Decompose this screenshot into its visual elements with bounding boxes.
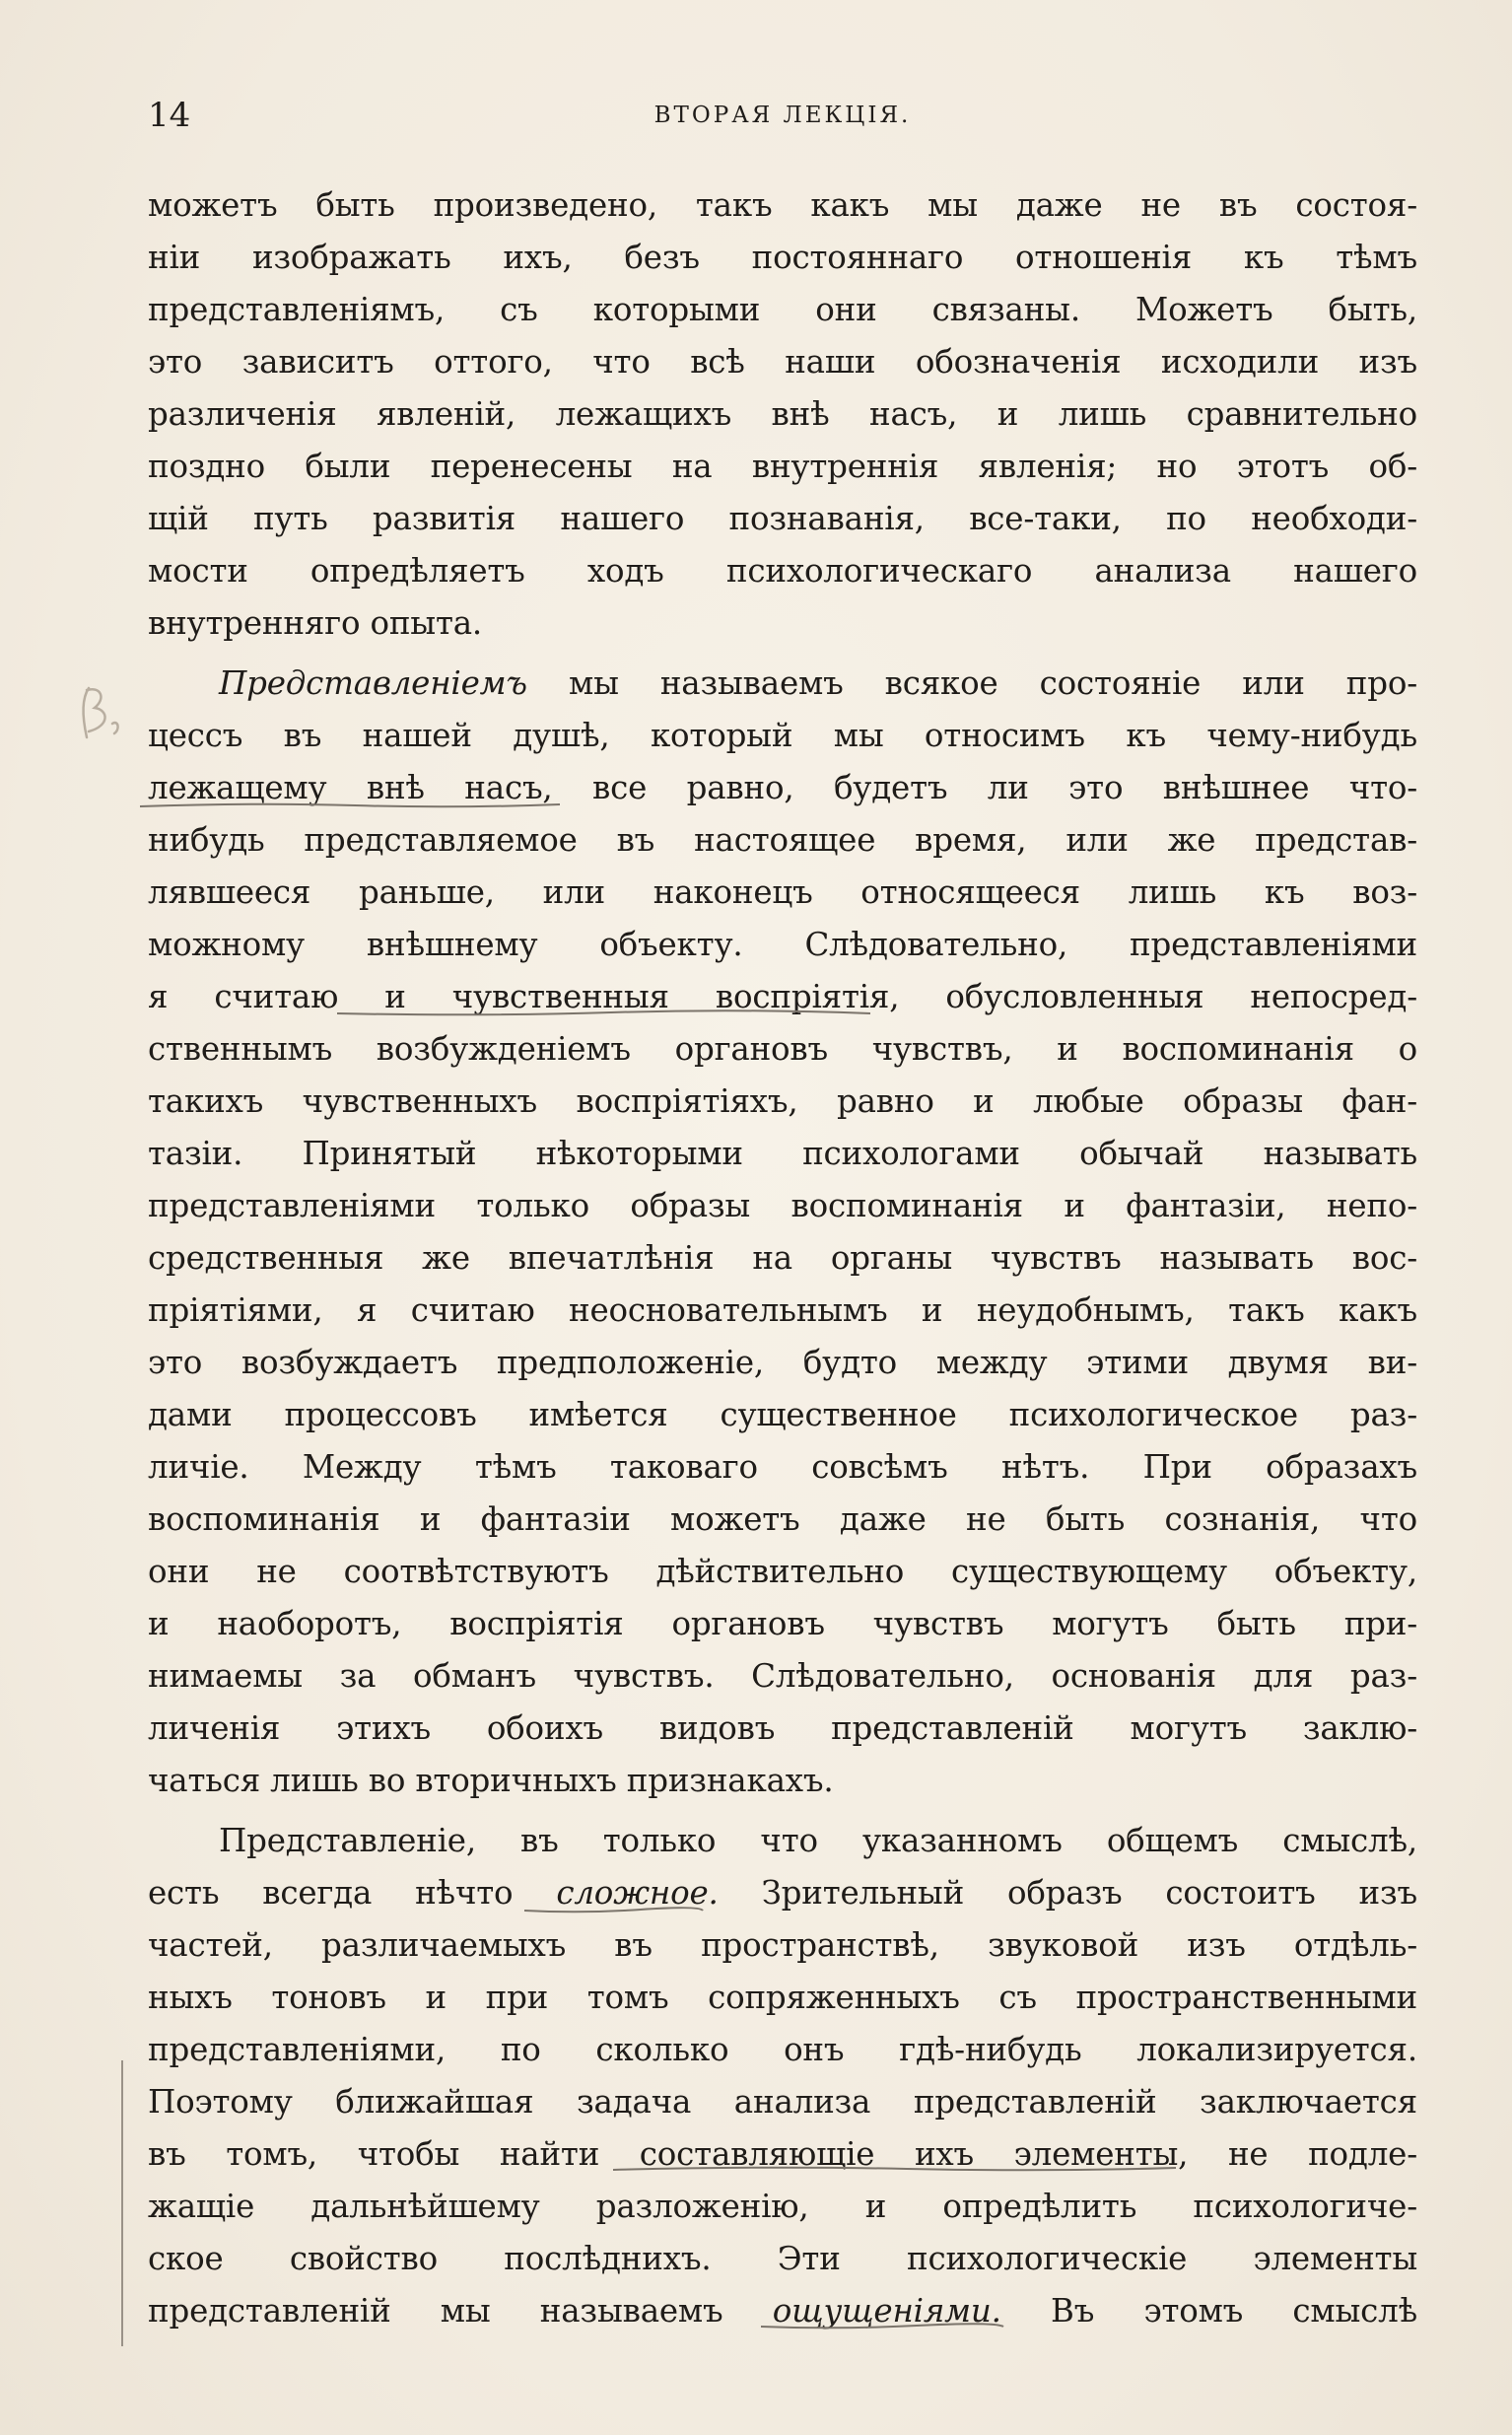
pencil-underline bbox=[759, 2322, 1005, 2331]
italic-term: Представленіемъ bbox=[219, 664, 527, 702]
text-line: въ томъ, чтобы найти составляющіе ихъ элементы, не подле- bbox=[148, 2135, 1417, 2173]
text-line: частей, различаемыхъ въ пространствѣ, звуковой изъ отдѣль- bbox=[148, 1926, 1417, 1964]
running-head bbox=[148, 91, 1417, 140]
chapter-title: ВТОРАЯ ЛЕКЦІЯ. bbox=[653, 103, 912, 128]
text-line: представленіямъ, съ которыми они связаны. Можетъ быть, bbox=[148, 291, 1417, 328]
text-line: представленіями, по сколько онъ гдѣ-нибудь локализируется. bbox=[148, 2031, 1417, 2068]
text-span: мы называемъ всякое состояніе или про- bbox=[526, 664, 1417, 702]
text-line: нимаемы за обманъ чувствъ. Слѣдовательно, основанія для раз- bbox=[148, 1657, 1417, 1695]
text-line: внутренняго опыта. bbox=[148, 604, 483, 642]
text-span: Въ этомъ смыслѣ bbox=[1000, 2292, 1417, 2330]
text-line: поздно были перенесены на внутреннія явленія; но этотъ об- bbox=[148, 448, 1417, 485]
text-line: цессъ въ нашей душѣ, который мы относимъ къ чему-нибудь bbox=[148, 717, 1417, 754]
text-line bbox=[148, 658, 1417, 710]
text-line: можному внѣшнему объекту. Слѣдовательно, представленіями bbox=[148, 926, 1417, 963]
pencil-underline bbox=[335, 1009, 872, 1018]
text-span: представленій мы называемъ bbox=[148, 2292, 773, 2330]
text-line: чаться лишь во вторичныхъ признакахъ. bbox=[148, 1762, 834, 1799]
text-line: представленіями только образы воспоминанія и фантазіи, непо- bbox=[148, 1187, 1417, 1224]
text-line: дами процессовъ имѣется существенное психологическое раз- bbox=[148, 1396, 1417, 1433]
text-line: тазіи. Принятый нѣкоторыми психологами обычай называть bbox=[148, 1135, 1417, 1172]
text-line: ственнымъ возбужденіемъ органовъ чувствъ, и воспоминанія о bbox=[148, 1030, 1417, 1068]
text-line: я считаю и чувственныя воспріятія, обусловленныя непосред- bbox=[148, 978, 1417, 1015]
pencil-underline bbox=[138, 800, 562, 810]
text-line: мости опредѣляетъ ходъ психологическаго анализа нашего bbox=[148, 552, 1417, 590]
text-line: средственныя же впечатлѣнія на органы чувствъ называть вос- bbox=[148, 1239, 1417, 1277]
pencil-underline bbox=[611, 2164, 1178, 2174]
text-line: ныхъ тоновъ и при томъ сопряженныхъ съ пространственными bbox=[148, 1979, 1417, 2016]
text-line: различенія явленій, лежащихъ внѣ насъ, и лишь сравнительно bbox=[148, 395, 1417, 433]
text-line: это возбуждаетъ предположеніе, будто между этими двумя ви- bbox=[148, 1344, 1417, 1381]
text-line: Поэтому ближайшая задача анализа представленій заключается bbox=[148, 2083, 1417, 2121]
text-line: это зависитъ оттого, что всѣ наши обозначенія исходили изъ bbox=[148, 343, 1417, 381]
paragraph-2 bbox=[148, 658, 1417, 1807]
text-line: и наоборотъ, воспріятія органовъ чувствъ могутъ быть при- bbox=[148, 1605, 1417, 1642]
text-line: можетъ быть произведено, такъ какъ мы даже не въ состоя- bbox=[148, 186, 1417, 224]
text-line: пріятіями, я считаю неосновательнымъ и неудобнымъ, такъ какъ bbox=[148, 1291, 1417, 1329]
text-line bbox=[148, 1867, 1417, 1919]
text-line: лявшееся раньше, или наконецъ относящееся лишь къ воз- bbox=[148, 873, 1417, 911]
text-line: они не соотвѣтствуютъ дѣйствительно существующему объекту, bbox=[148, 1553, 1417, 1590]
text-line: ское свойство послѣднихъ. Эти психологическіе элементы bbox=[148, 2240, 1417, 2277]
text-line: щій путь развитія нашего познаванія, все-таки, по необходи- bbox=[148, 500, 1417, 537]
italic-term: сложное. bbox=[556, 1874, 719, 1912]
text-line: воспоминанія и фантазіи можетъ даже не быть сознанія, что bbox=[148, 1500, 1417, 1538]
pencil-underline bbox=[522, 1906, 705, 1915]
text-line: личіе. Между тѣмъ таковаго совсѣмъ нѣтъ. При образахъ bbox=[148, 1448, 1417, 1486]
text-span: Зрительный образъ состоитъ изъ bbox=[718, 1874, 1417, 1912]
pencil-margin-line bbox=[120, 2060, 124, 2346]
text-line: нибудь представляемое въ настоящее время, или же представ- bbox=[148, 821, 1417, 859]
body-text bbox=[148, 179, 1417, 2337]
text-span: есть всегда нѣчто bbox=[148, 1874, 557, 1912]
text-line: Представленіе, въ только что указанномъ общемъ смыслѣ, bbox=[219, 1822, 1417, 1859]
text-line: такихъ чувственныхъ воспріятіяхъ, равно и любые образы фан- bbox=[148, 1082, 1417, 1120]
text-line: личенія этихъ обоихъ видовъ представленій могутъ заклю- bbox=[148, 1709, 1417, 1747]
pencil-margin-mark bbox=[71, 680, 130, 749]
text-line: лежащему внѣ насъ, все равно, будетъ ли это внѣшнее что- bbox=[148, 769, 1417, 806]
text-line: жащіе дальнѣйшему разложенію, и опредѣлить психологиче- bbox=[148, 2188, 1417, 2225]
italic-term: ощущеніями. bbox=[772, 2292, 1001, 2330]
paragraph-1 bbox=[148, 179, 1417, 650]
paragraph-3 bbox=[148, 1815, 1417, 2337]
page-number: 14 bbox=[148, 96, 191, 135]
text-line: ніи изображать ихъ, безъ постояннаго отношенія къ тѣмъ bbox=[148, 239, 1417, 276]
